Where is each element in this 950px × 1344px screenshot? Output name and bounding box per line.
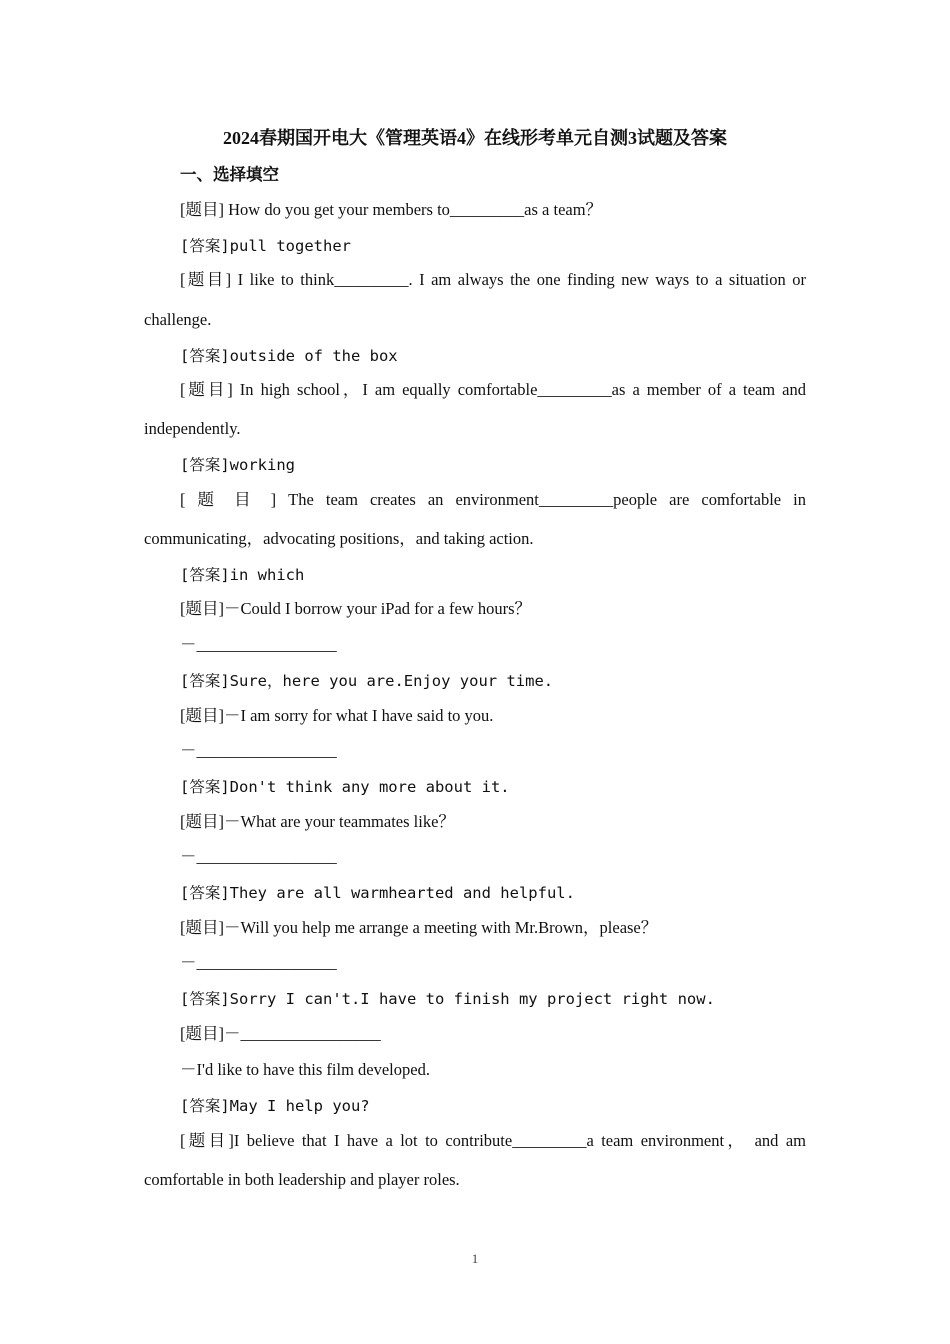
question-8-line-2: －_________________: [180, 953, 337, 972]
answer-3: [答案]working: [180, 456, 295, 474]
question-10-line-1: [题目]I believe that I have a lot to contribute_________a team environment， and am: [180, 1131, 806, 1150]
question-10-line-2: comfortable in both leadership and player roles.: [144, 1170, 460, 1189]
answer-6: [答案]Don't think any more about it.: [180, 778, 510, 796]
section-heading: 一、选择填空: [180, 165, 279, 184]
answer-8: [答案]Sorry I can't.I have to finish my project right now.: [180, 990, 715, 1008]
question-6-line-1: [题目]－I am sorry for what I have said to you.: [180, 706, 494, 725]
question-4-line-2: communicating，advocating positions，and taking action.: [144, 529, 534, 548]
question-4-line-1: [ 题 目 ] The team creates an environment_________people are comfortable in: [180, 490, 806, 509]
question-6-line-2: －_________________: [180, 741, 337, 760]
answer-7: [答案]They are all warmhearted and helpful.: [180, 884, 575, 902]
question-3-line-2: independently.: [144, 419, 241, 438]
question-7-line-1: [题目]－What are your teammates like？: [180, 812, 455, 831]
page-number: 1: [471, 1251, 479, 1266]
answer-1: [答案]pull together: [180, 237, 351, 255]
answer-5: [答案]Sure，here you are.Enjoy your time.: [180, 672, 554, 690]
question-9-line-2: －I'd like to have this film developed.: [180, 1060, 430, 1079]
question-2-line-2: challenge.: [144, 310, 212, 329]
question-8-line-1: [题目]－Will you help me arrange a meeting with Mr.Brown，please？: [180, 918, 658, 937]
answer-9: [答案]May I help you?: [180, 1097, 370, 1115]
answer-2: [答案]outside of the box: [180, 347, 398, 365]
question-2-line-1: [题目] I like to think_________. I am always the one finding new ways to a situation or: [180, 270, 806, 289]
page-title: 2024春期国开电大《管理英语4》在线形考单元自测3试题及答案: [223, 128, 727, 148]
question-9-line-1: [题目]－_________________: [180, 1024, 381, 1043]
question-1: [题目] How do you get your members to_________as a team？: [180, 200, 603, 219]
answer-4: [答案]in which: [180, 566, 305, 584]
question-5-line-1: [题目]－Could I borrow your iPad for a few hours？: [180, 599, 532, 618]
question-7-line-2: －_________________: [180, 847, 337, 866]
question-3-line-1: [题目] In high school，I am equally comfortable_________as a member of a team and: [180, 380, 806, 399]
question-5-line-2: －_________________: [180, 635, 337, 654]
